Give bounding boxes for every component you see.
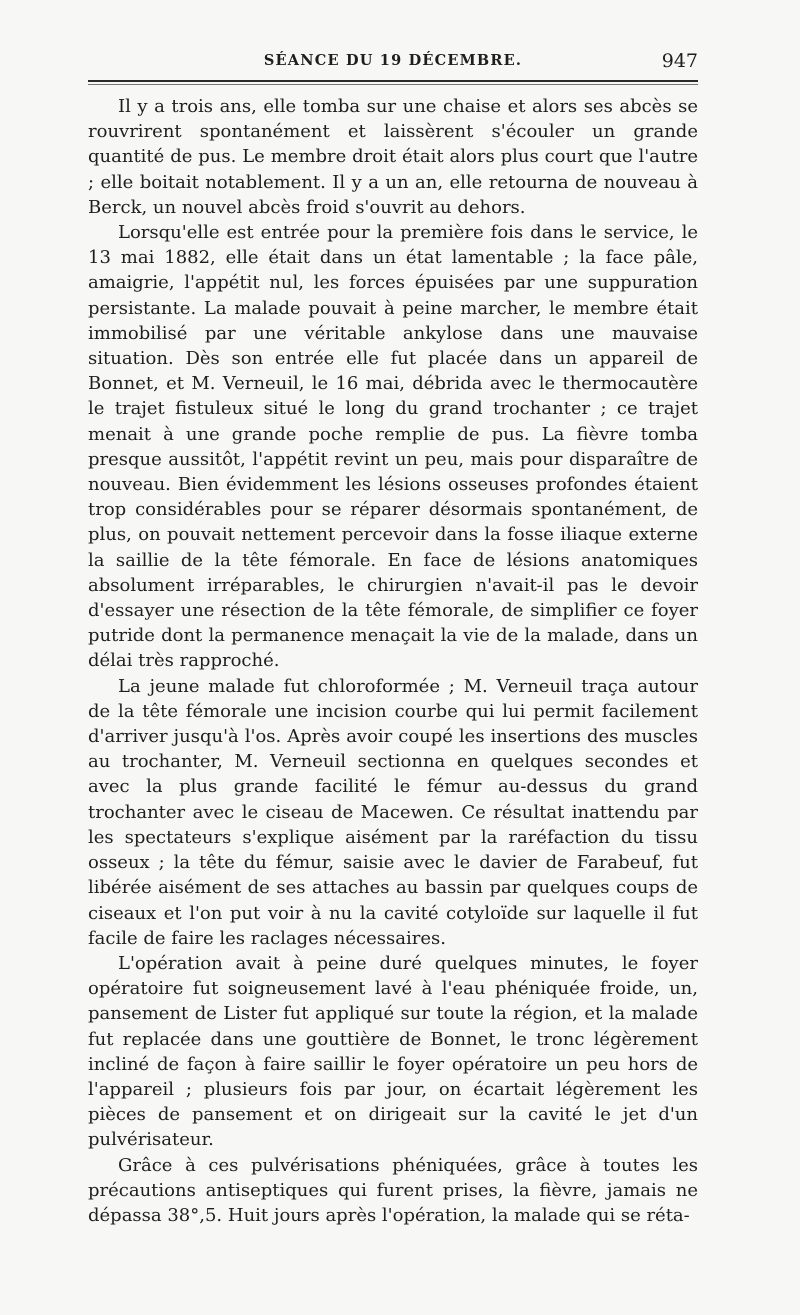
header-rule-thin xyxy=(88,84,698,85)
paragraph: Grâce à ces pulvérisations phéniquées, grâce à toutes les précautions antiseptiques qui furent prises, la fièvre, jamais ne dépassa 38°,5. Huit jours après l'opération, la malade qui se réta- xyxy=(88,1154,698,1226)
header-rule xyxy=(88,80,698,82)
paragraph: L'opération avait à peine duré quelques minutes, le foyer opératoire fut soigneusement lavé à l'eau phéniquée froide, un, pansement de Lister fut appliqué sur toute la région, et la malade fut replacée dans une gouttière de Bonnet, le tronc légèrement incliné de façon à faire saillir le foyer opératoire un peu hors de l'appareil ; plusieurs fois par jour, on écartait légèrement les pièces de pansement et on dirigeait sur la cavité le jet d'un pulvérisateur. xyxy=(88,952,698,1151)
paragraph: La jeune malade fut chloroformée ; M. Verneuil traça autour de la tête fémorale une incision courbe qui lui permit facilement d'arriver jusqu'à l'os. Après avoir coupé les insertions des muscles au trochanter, M. Verneuil sectionna en quelques secondes et avec la plus grande facilité le fémur au-dessus du grand trochanter avec le ciseau de Macewen. Ce résultat inattendu par les spectateurs s'explique aisément par la raréfaction du tissu osseux ; la tête du fémur, saisie avec le davier de Farabeuf, fut libérée aisément de ses attaches au bassin par quelques coups de ciseaux et l'on put voir à nu la cavité cotyloïde sur laquelle il fut facile de faire les raclages nécessaires. xyxy=(88,675,698,949)
page-header xyxy=(88,46,698,76)
running-title: SÉANCE DU 19 DÉCEMBRE. xyxy=(263,52,523,69)
body-text xyxy=(88,94,698,1228)
paragraph: Lorsqu'elle est entrée pour la première fois dans le service, le 13 mai 1882, elle était dans un état lamentable ; la face pâle, amaigrie, l'appétit nul, les forces épuisées par une suppuration persistante. La malade pouvait à peine marcher, le membre était immobilisé par une véritable ankylose dans une mauvaise situation. Dès son entrée elle fut placée dans un appareil de Bonnet, et M. Verneuil, le 16 mai, débrida avec le thermocautère le trajet fistuleux situé le long du grand trochanter ; ce trajet menait à une grande poche remplie de pus. La fièvre tomba presque aussitôt, l'appétit revint un peu, mais pour disparaître de nouveau. Bien évidemment les lésions osseuses profondes étaient trop considérables pour se réparer désormais spontanément, de plus, on pouvait nettement percevoir dans la fosse iliaque externe la saillie de la tête fémorale. En face de lésions anatomiques absolument irréparables, le chirurgien n'avait-il pas le devoir d'essayer une résection de la tête fémorale, de simplifier ce foyer putride dont la permanence menaçait la vie de la malade, dans un délai très rapproché. xyxy=(88,222,698,672)
paragraph: Il y a trois ans, elle tomba sur une chaise et alors ses abcès se rouvrirent spontanément et laissèrent s'écouler un grande quantité de pus. Le membre droit était alors plus court que l'autre ; elle boitait notablement. Il y a un an, elle retourna de nouveau à Berck, un nouvel abcès froid s'ouvrit au dehors. xyxy=(88,96,698,218)
page-number: 947 xyxy=(661,50,698,72)
